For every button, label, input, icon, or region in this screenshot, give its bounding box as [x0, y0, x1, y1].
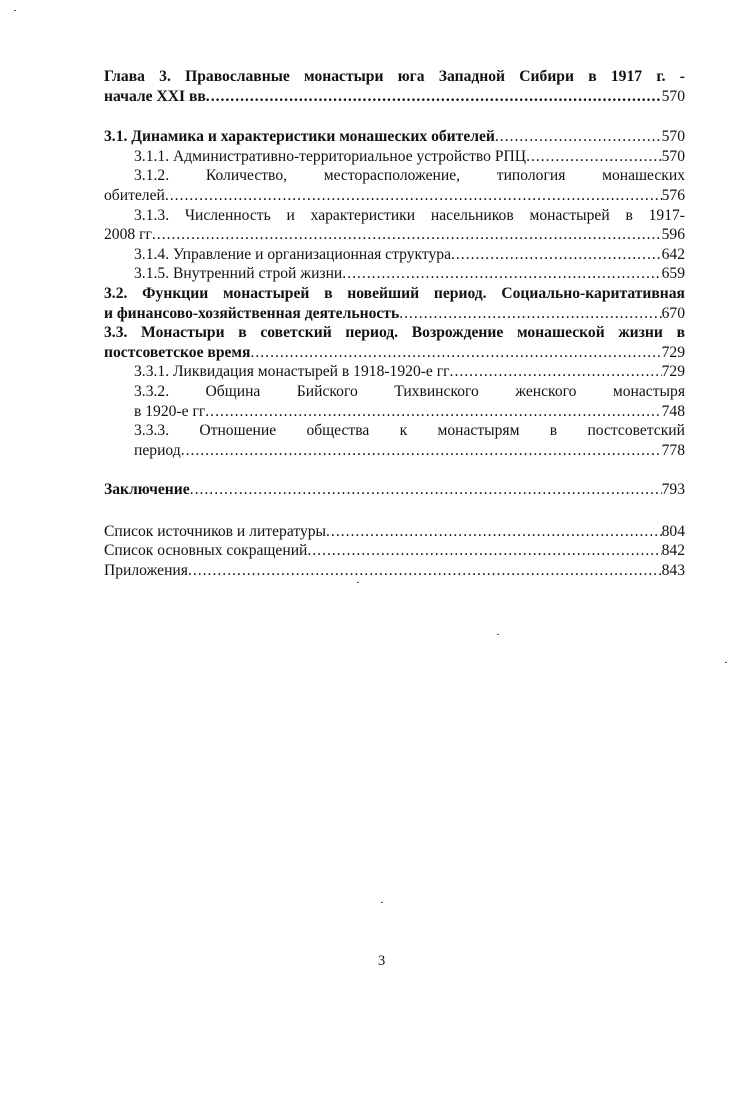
scan-speck — [725, 662, 727, 663]
leader-dots — [205, 402, 661, 422]
toc-abbreviations-page: 842 — [661, 542, 685, 560]
leader-dots — [190, 480, 662, 500]
leader-dots — [450, 362, 662, 382]
toc-section-3-3-2-title-line1: 3.3.2. Община Бийского Тихвинского женского монастыря — [134, 382, 685, 400]
toc-appendices-title: Приложения — [104, 562, 188, 580]
toc-section-3-1-3-title-line1: 3.1.3. Численность и характеристики насельников монастырей в 1917- — [134, 206, 685, 224]
toc-section-3-3-3-title-line2 — [104, 441, 685, 461]
toc-section-3-3-1 — [104, 362, 685, 382]
toc-section-3-1-1-page: 570 — [661, 147, 685, 165]
toc-section-3-2-title-end: и финансово-хозяйственная деятельность — [104, 304, 400, 322]
leader-dots — [188, 561, 662, 581]
toc-section-3-1-2-title-line1: 3.1.2. Количество, месторасположение, типология монашеских — [134, 167, 685, 185]
toc-section-3-1-2-title-line2 — [104, 186, 685, 206]
toc-section-3-1-4-title: 3.1.4. Управление и организационная структура — [134, 245, 451, 263]
leader-dots — [451, 245, 662, 265]
toc-conclusion — [104, 480, 685, 500]
toc-chapter-3 — [104, 67, 685, 106]
toc-section-3-1-4 — [104, 245, 685, 265]
toc-appendices-page: 843 — [661, 562, 685, 580]
toc-chapter-3-title-line2 — [104, 87, 685, 107]
toc-chapter-3-title-end: начале XXI вв — [104, 87, 206, 105]
toc-section-3-1-2-page: 576 — [661, 186, 685, 204]
leader-dots — [206, 87, 662, 107]
toc-section-3-3-3-title-end: период — [134, 441, 181, 459]
leader-dots — [326, 522, 662, 542]
toc-section-3-1-2-title-end: обителей — [104, 186, 165, 204]
leader-dots — [526, 147, 662, 167]
toc-section-3-1-3 — [104, 206, 685, 245]
toc-section-3-1 — [104, 127, 685, 147]
toc-section-3-3-3-title-line1: 3.3.3. Отношение общества к монастырям в постсоветский — [134, 422, 685, 440]
toc-section-3-1-5-page: 659 — [661, 265, 685, 283]
toc-section-3-3-title-end: постсоветское время — [104, 343, 251, 361]
toc-section-3-3-1-title: 3.3.1. Ликвидация монастырей в 1918-1920-е гг — [134, 363, 450, 381]
leader-dots — [495, 127, 662, 147]
toc-section-3-1-2 — [104, 166, 685, 205]
toc-section-3-3-3-page: 778 — [661, 441, 685, 459]
leader-dots — [399, 304, 661, 324]
toc-section-3-1-3-title-line2 — [104, 225, 685, 245]
toc-conclusion-page: 793 — [661, 481, 685, 499]
scan-speck — [357, 582, 359, 583]
leader-dots — [165, 186, 662, 206]
toc-section-3-1-5 — [104, 264, 685, 284]
toc-chapter-3-page: 570 — [661, 87, 685, 105]
toc-section-3-3-title-line1: 3.3. Монастыри в советский период. Возрождение монашеской жизни в — [104, 324, 685, 342]
toc-abbreviations — [104, 541, 685, 561]
toc-chapter-3-title-line1: Глава 3. Православные монастыри юга Западной Сибири в 1917 г. - — [104, 68, 685, 85]
toc-section-3-2-title-line2 — [104, 304, 685, 324]
toc-section-3-1-3-page: 596 — [661, 226, 685, 244]
leader-dots — [250, 343, 661, 363]
toc-section-3-2-title-line1: 3.2. Функции монастырей в новейший период. Социально-каритативная — [104, 284, 685, 302]
toc-section-3-3-3 — [104, 421, 685, 460]
leader-dots — [181, 441, 662, 461]
toc-section-3-2-page: 670 — [661, 304, 685, 322]
page-number: 3 — [378, 953, 386, 969]
toc-abbreviations-title: Список основных сокращений — [104, 542, 308, 560]
scan-speck — [381, 902, 383, 903]
toc-section-3-3-1-page: 729 — [661, 363, 685, 381]
leader-dots — [152, 225, 662, 245]
toc-sources-title: Список источников и литературы — [104, 522, 327, 540]
toc-section-3-1-3-title-end: 2008 гг — [104, 226, 152, 244]
toc-section-3-3-title-line2 — [104, 343, 685, 363]
toc-conclusion-title: Заключение — [104, 481, 190, 499]
toc-section-3-3-2-page: 748 — [661, 402, 685, 420]
toc-section-3-1-4-page: 642 — [661, 245, 685, 263]
toc-sources-page: 804 — [661, 522, 685, 540]
toc-section-3-3 — [104, 323, 685, 362]
toc-section-3-1-5-title: 3.1.5. Внутренний строй жизни — [134, 265, 343, 283]
scan-speck — [14, 10, 16, 11]
toc-section-3-1-page: 570 — [661, 128, 685, 146]
toc-section-3-3-2-title-end: в 1920-е гг — [134, 402, 206, 420]
scan-speck — [497, 634, 499, 635]
toc-section-3-1-title: 3.1. Динамика и характеристики монашеских обителей — [104, 128, 495, 146]
table-of-contents — [104, 67, 685, 581]
leader-dots — [307, 541, 661, 561]
toc-section-3-3-2-title-line2 — [104, 402, 685, 422]
leader-dots — [342, 264, 661, 284]
toc-section-3-1-1-title: 3.1.1. Административно-территориальное устройство РПЦ — [134, 147, 527, 165]
toc-section-3-3-page: 729 — [661, 343, 685, 361]
toc-section-3-2 — [104, 284, 685, 323]
toc-section-3-3-2 — [104, 382, 685, 421]
toc-sources — [104, 522, 685, 542]
toc-section-3-1-1 — [104, 147, 685, 167]
toc-appendices — [104, 561, 685, 581]
